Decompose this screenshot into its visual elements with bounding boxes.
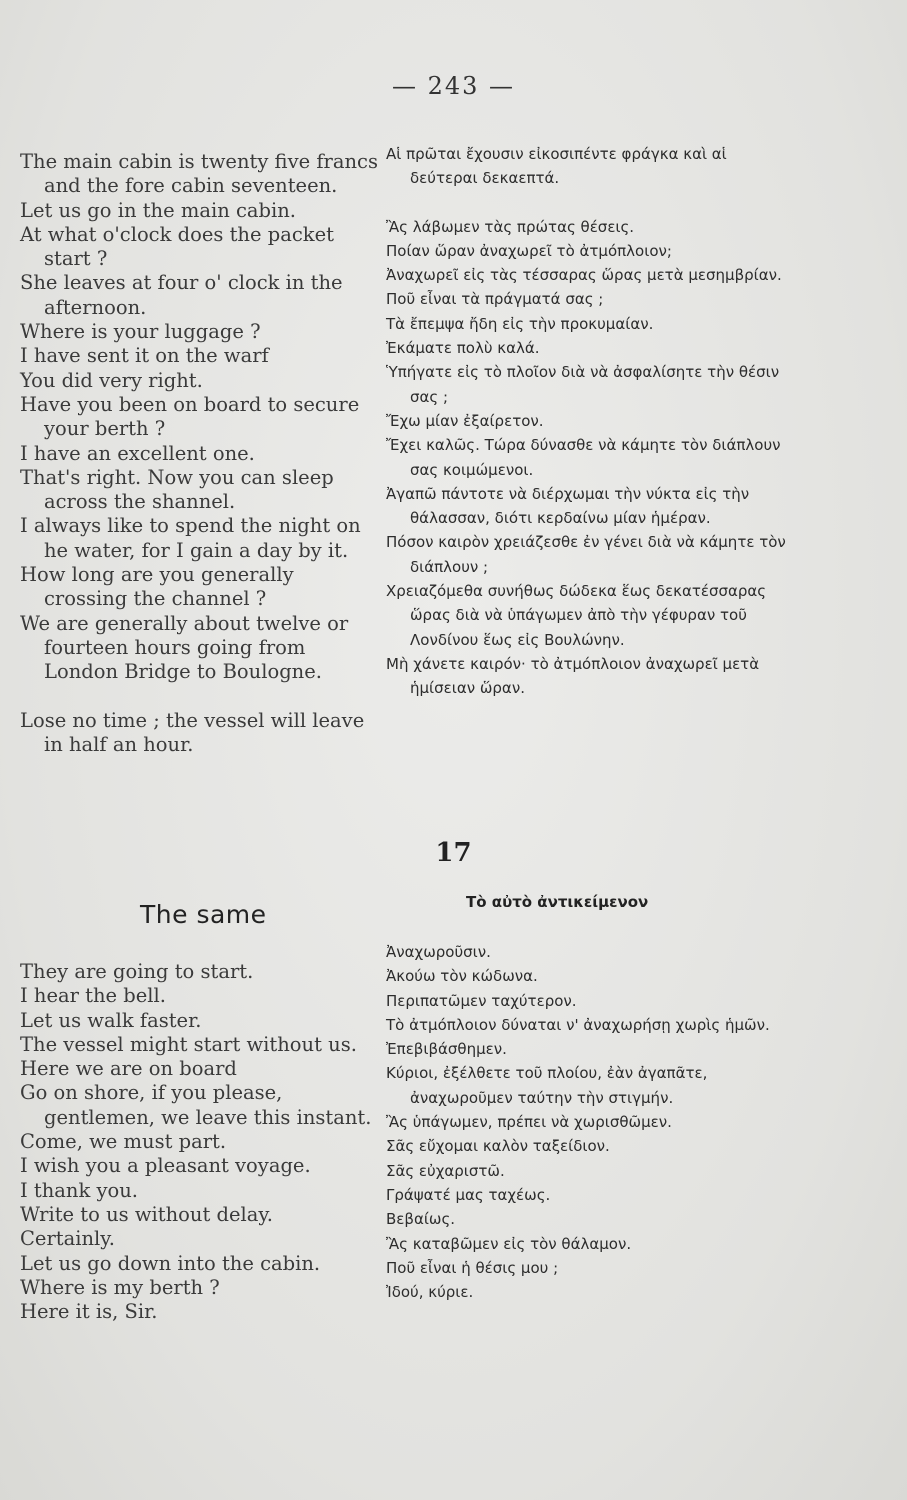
english-line: Come, we must part.	[20, 1130, 227, 1154]
english-line: Here it is, Sir.	[20, 1300, 158, 1324]
section-number: 17	[435, 838, 472, 868]
greek-line: Ποῦ εἶναι τὰ πράγματά σας ;	[386, 290, 604, 309]
greek-line: Ἀκούω τὸν κώδωνα.	[386, 967, 538, 986]
english-line: Let us go in the main cabin.	[20, 198, 296, 222]
greek-line: Ἐκάματε πολὺ καλά.	[386, 339, 540, 358]
english-dialogue-1	[20, 150, 380, 757]
english-line: I hear the bell.	[20, 984, 166, 1008]
english-line: Go on shore, if you please, gentlemen, we leave this instant.	[20, 1081, 372, 1129]
greek-line: Μὴ χάνετε καιρόν· τὸ ἀτμόπλοιον ἀναχωρεῖ μετὰ ἡμίσειαν ὥραν.	[386, 654, 760, 698]
english-line: I always like to spend the night on he water, for I gain a day by it.	[20, 514, 361, 562]
greek-line: Ἂς καταβῶμεν εἰς τὸν θάλαμον.	[386, 1234, 632, 1253]
greek-line: Ἐπεβιβάσθημεν.	[386, 1040, 507, 1059]
greek-line: Ἂς ὑπάγωμεν, πρέπει νὰ χωρισθῶμεν.	[386, 1113, 672, 1132]
greek-line: Ἀγαπῶ πάντοτε νὰ διέρχωμαι τὴν νύκτα εἰς τὴν θάλασσαν, διότι κερδαίνω μίαν ἡμέραν.	[386, 484, 750, 528]
greek-dialogue-2	[386, 940, 786, 1304]
section-heading-english: The same	[140, 900, 267, 929]
english-line: They are going to start.	[20, 960, 254, 983]
english-line: I wish you a pleasant voyage.	[20, 1154, 311, 1178]
greek-line: Κύριοι, ἐξέλθετε τοῦ πλοίου, ἐὰν ἀγαπᾶτε, ἀναχωροῦμεν ταύτην τὴν στιγμήν.	[386, 1064, 708, 1107]
english-line: I have sent it on the warf	[20, 344, 269, 368]
greek-line: Ποῦ εἶναι ἡ θέσις μου ;	[386, 1258, 559, 1277]
english-line: You did very right.	[20, 368, 203, 392]
greek-line: Βεβαίως.	[386, 1210, 456, 1229]
greek-line: Ποίαν ὥραν ἀναχωρεῖ τὸ ἀτμόπλοιον;	[386, 241, 672, 260]
greek-line: Ἀναχωρεῖ εἰς τὰς τέσσαρας ὥρας μετὰ μεσημβρίαν.	[386, 266, 782, 285]
page-number: — 243 —	[391, 72, 516, 100]
english-line: Where is your luggage ?	[20, 320, 261, 344]
english-line: Here we are on board	[20, 1057, 237, 1081]
english-line: Have you been on board to secure your berth ?	[20, 392, 360, 441]
greek-line: Ἔχει καλῶς. Τώρα δύνασθε νὰ κάμητε τὸν διάπλουν σας κοιμώμενοι.	[386, 436, 781, 479]
greek-line: Σᾶς εὐχαριστῶ.	[386, 1161, 505, 1180]
greek-line: Αἱ πρῶται ἔχουσιν εἰκοσιπέντε φράγκα καὶ αἱ δεύτεραι δεκαεπτά.	[386, 145, 727, 188]
english-dialogue-2	[20, 960, 380, 1324]
greek-line: Ἰδού, κύριε.	[386, 1283, 474, 1302]
greek-line: Τὰ ἔπεμψα ἤδη εἰς τὴν προκυμαίαν.	[386, 314, 654, 333]
greek-line: Γράψατέ μας ταχέως.	[386, 1185, 551, 1204]
english-line: Where is my berth ?	[20, 1275, 220, 1299]
english-line: Let us walk faster.	[20, 1008, 202, 1032]
english-line: Lose no time ; the vessel will leave in half an hour.	[20, 708, 365, 756]
section-heading-greek: Τὸ αὐτὸ ἀντικείμενον	[466, 893, 649, 911]
greek-line: Πόσον καιρὸν χρειάζεσθε ἐν γένει διὰ νὰ κάμητε τὸν διάπλουν ;	[386, 533, 786, 576]
greek-line: Χρειαζόμεθα συνήθως δώδεκα ἕως δεκατέσσαρας ὥρας διὰ νὰ ὑπάγωμεν ἀπὸ τὴν γέφυραν τοῦ Λονδίνου ἕως εἰς Βουλώνην.	[386, 582, 767, 649]
english-line: Certainly.	[20, 1227, 115, 1251]
greek-line: Ἀναχωροῦσιν.	[386, 943, 491, 961]
greek-line: Ὑπήγατε εἰς τὸ πλοῖον διὰ νὰ ἀσφαλίσητε τὴν θέσιν σας ;	[386, 363, 780, 406]
english-line: That's right. Now you can sleep across the shannel.	[20, 465, 334, 514]
greek-dialogue-1	[386, 142, 786, 701]
greek-line: Ἂς λάβωμεν τὰς πρώτας θέσεις.	[386, 217, 635, 236]
english-line: The vessel might start without us.	[20, 1032, 357, 1056]
english-line: I thank you.	[20, 1178, 139, 1202]
greek-line: Περιπατῶμεν ταχύτερον.	[386, 991, 577, 1010]
english-line: How long are you generally crossing the channel ?	[20, 563, 294, 611]
english-line: I have an excellent one.	[20, 441, 255, 465]
greek-line: Τὸ ἀτμόπλοιον δύναται ν' ἀναχωρήσῃ χωρὶς ἡμῶν.	[386, 1015, 770, 1034]
greek-line: Ἔχω μίαν ἐξαίρετον.	[386, 411, 544, 430]
english-line: We are generally about twelve or fourteen hours going from London Bridge to Boulogne.	[20, 611, 349, 684]
english-line: Let us go down into the cabin.	[20, 1251, 321, 1275]
english-line: She leaves at four o' clock in the afternoon.	[20, 271, 343, 319]
greek-line: Σᾶς εὔχομαι καλὸν ταξείδιον.	[386, 1137, 610, 1156]
english-line: The main cabin is twenty five francs and the fore cabin seventeen.	[20, 150, 378, 198]
english-line: Write to us without delay.	[20, 1202, 274, 1226]
english-line: At what o'clock does the packet start ?	[20, 222, 334, 271]
